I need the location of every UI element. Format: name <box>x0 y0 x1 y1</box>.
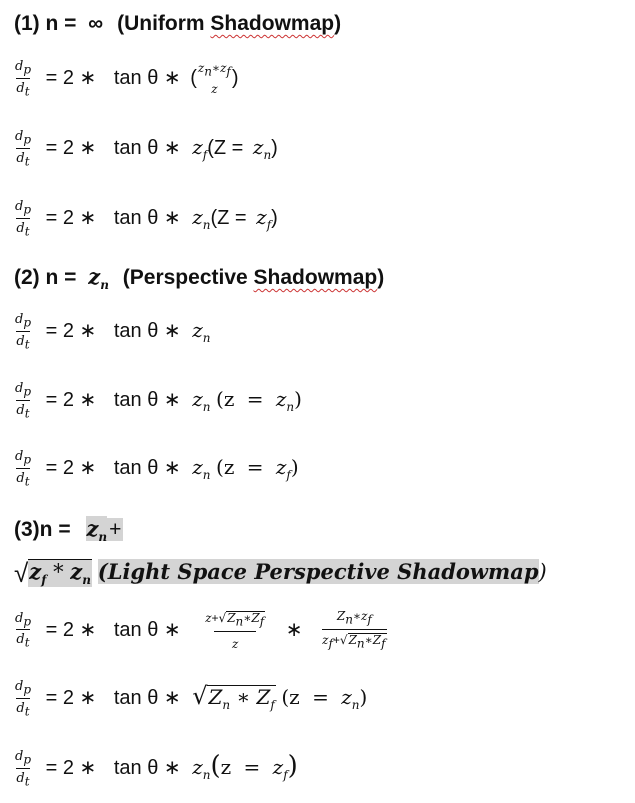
tan-theta: tan θ ∗ <box>113 686 181 709</box>
equation-4 <box>14 313 210 350</box>
heading-close: ) <box>377 266 385 289</box>
equation-6: $\frac{d_p}{d_t}$ = 2 ∗ tan θ ∗ $z_n$ $(z = z_f)$ <box>15 449 299 489</box>
equals-two-times: = 2 ∗ <box>45 206 97 229</box>
derivative-fraction: $\frac{d_p}{d_t}$ <box>15 749 32 789</box>
z-f: $z_f$ <box>192 134 208 162</box>
equation-3: $\frac{d_p}{d_t}$ = 2 ∗ tan θ ∗ $z_n(Z = z_f)$ <box>15 199 278 239</box>
equation-5: $\frac{d_p}{d_t}$ = 2 ∗ tan θ ∗ $z_n$ $(z = z_n)$ <box>15 381 302 421</box>
heading-prefix: (1) n = <box>14 12 83 35</box>
zn-zf-over-z: $z_n∗z_f$ z <box>197 61 231 96</box>
plus-sign: + <box>109 518 122 541</box>
equals-two-times: = 2 ∗ <box>45 618 97 641</box>
infinity-symbol: ∞ <box>88 12 104 35</box>
heading-prefix: (2) n = <box>14 266 83 289</box>
heading-label: (Uniform <box>117 12 211 35</box>
sqrt-symbol: √ <box>14 558 29 588</box>
sqrt-zf-zn: $z_f * z_n$ <box>29 559 91 588</box>
derivative-fraction: $\frac{d_p}{d_t}$ <box>15 129 32 169</box>
z-n-symbol: $z_n$ <box>86 516 108 545</box>
equation-2: $\frac{d_p}{d_t}$ = 2 ∗ tan θ ∗ $z_f(Z = z_n)$ <box>15 129 278 169</box>
z-plus-sqrt-over-z: $\frac{z+√Z_n∗Z_f}{z}$ <box>205 611 265 651</box>
z-n: $z_n$ <box>192 386 211 414</box>
z-n: $z_n$ <box>192 454 211 482</box>
equals-two-times: = 2 ∗ <box>45 388 97 411</box>
heading-uniform <box>14 12 341 36</box>
z-n: $z_n$ <box>192 317 211 345</box>
tan-theta: tan θ ∗ <box>113 756 181 779</box>
derivative-fraction: $\frac{d_p}{d_t}$ <box>15 381 32 421</box>
tan-theta: tan θ ∗ <box>113 319 181 342</box>
equation-8: $\frac{d_p}{d_t}$ = 2 ∗ tan θ ∗ $√Z_n$ ∗ $Z_f$ $(z = z_n)$ <box>15 679 368 719</box>
equals-two-times: = 2 ∗ <box>45 686 97 709</box>
tan-theta: tan θ ∗ <box>113 618 181 641</box>
open-paren: ( <box>190 66 197 89</box>
heading-underlined: Shadowmap <box>253 266 378 289</box>
heading-close: ) <box>334 12 342 35</box>
tan-theta: tan θ ∗ <box>113 456 181 479</box>
times-sign: ∗ <box>285 618 303 641</box>
derivative-fraction: $\frac{d_p}{d_t}$ <box>15 312 32 352</box>
equation-9: $\frac{d_p}{d_t}$ = 2 ∗ tan θ ∗ $z_n(z = z_f)$ <box>15 749 298 789</box>
zn-zf-over-zf-plus-sqrt: $\frac{Z_n∗z_f}{z_f+√Z_n∗Z_f}$ <box>322 609 386 651</box>
derivative-fraction: $\frac{d_p}{d_t}$ <box>15 59 32 99</box>
derivative-fraction: $\frac{d_p}{d_t}$ <box>15 679 32 719</box>
z-n: $z_n$ <box>192 204 211 232</box>
equals-two-times: = 2 ∗ <box>45 456 97 479</box>
equation-7 <box>14 610 387 651</box>
heading-lisp <box>14 516 123 544</box>
derivative-fraction: $\frac{d_p}{d_t}$ <box>15 199 32 239</box>
tan-theta: tan θ ∗ <box>113 136 181 159</box>
z-n-symbol: $z_n$ <box>88 264 109 293</box>
z-n: $z_n$ <box>192 754 211 782</box>
heading-lisp-continued <box>14 558 547 589</box>
equals-two-times: = 2 ∗ <box>45 136 97 159</box>
heading-label: (Light Space Perspective Shadowmap) <box>97 559 547 584</box>
heading-prefix: (3)n = <box>14 518 77 541</box>
derivative-fraction: $\frac{d_p}{d_t}$ <box>15 449 32 489</box>
equals-two-times: = 2 ∗ <box>45 756 97 779</box>
equation-1 <box>14 60 239 97</box>
derivative-fraction: $\frac{d_p}{d_t}$ <box>15 610 32 651</box>
close-paren: ) <box>231 66 239 89</box>
equals-two-times: = 2 ∗ <box>45 319 97 342</box>
heading-underlined: Shadowmap <box>210 12 335 35</box>
equals-two-times: = 2 ∗ <box>45 66 97 89</box>
tan-theta: tan θ ∗ <box>113 388 181 411</box>
heading-perspective <box>14 264 384 292</box>
sqrt-zn-zf: $√Z_n$ ∗ $Z_f$ <box>192 681 275 712</box>
tan-theta: tan θ ∗ <box>113 66 181 89</box>
heading-label: (Perspective <box>122 266 254 289</box>
tan-theta: tan θ ∗ <box>113 206 181 229</box>
